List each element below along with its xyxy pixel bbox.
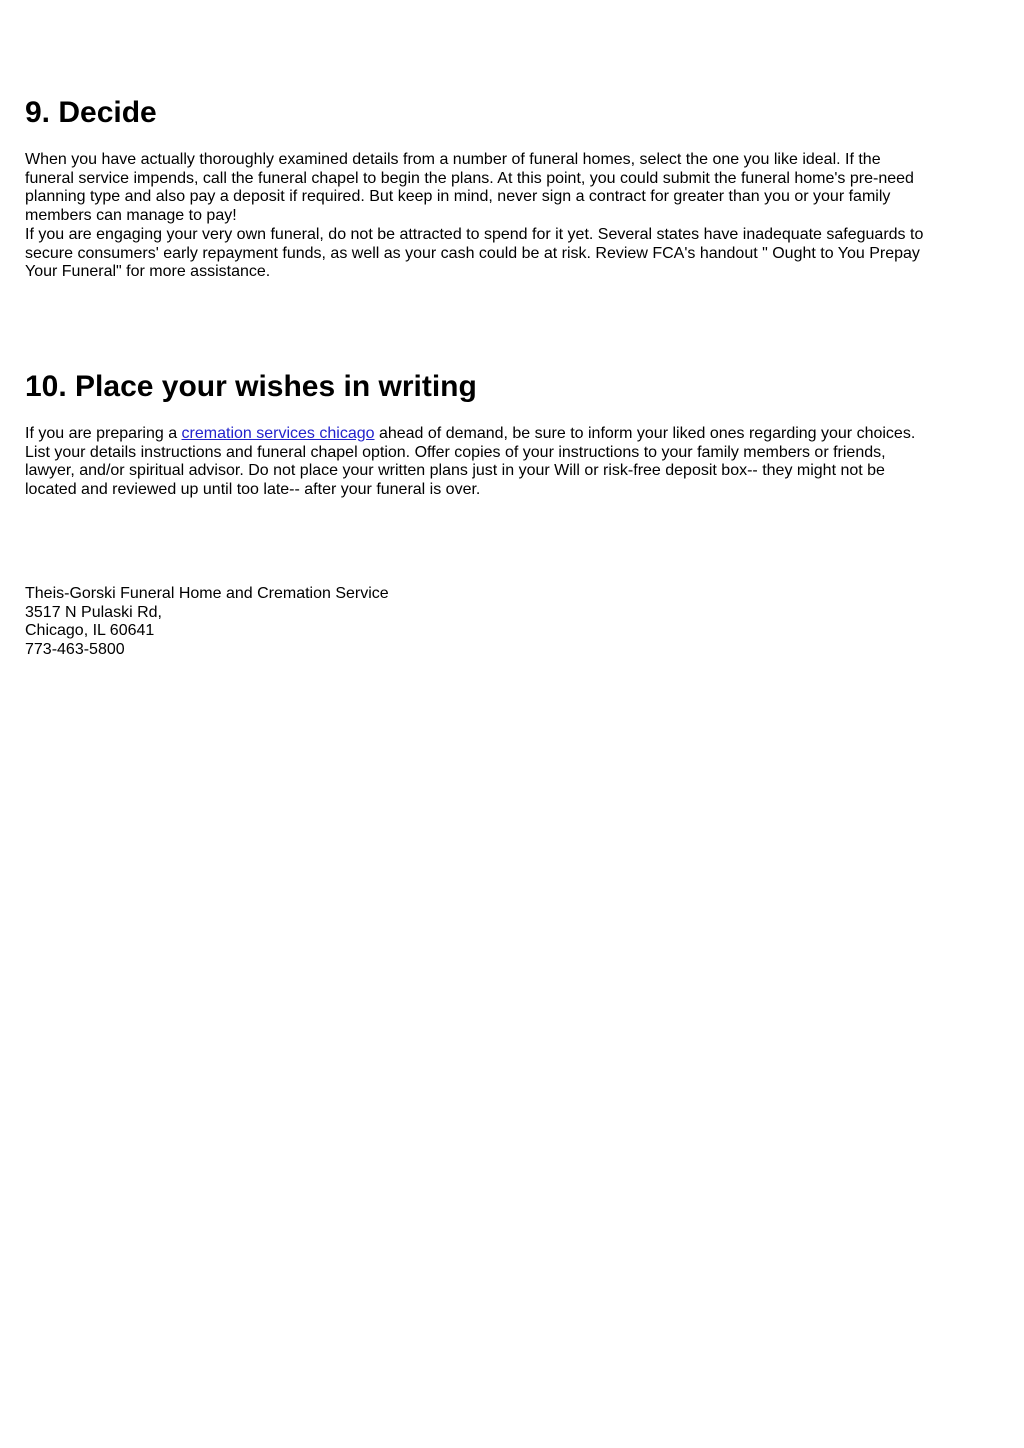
- text-line: located and reviewed up until too late-- after your funeral is over.: [25, 481, 481, 499]
- text-fragment: If you are preparing a: [25, 425, 182, 442]
- text-line: When you have actually thoroughly examined details from a number of funeral homes, select the one you like ideal. If the: [25, 151, 881, 168]
- section-10-paragraph: [25, 425, 997, 500]
- street-address: 3517 N Pulaski Rd,: [25, 603, 162, 621]
- text-line: secure consumers' early repayment funds, as well as your cash could be at risk. Review FCA's handout " Ought to You Prepay: [25, 244, 920, 262]
- cremation-services-link[interactable]: cremation services chicago: [181, 425, 375, 442]
- text-line: lawyer, and/or spiritual advisor. Do not place your written plans just in your Will or risk-free deposit box-- they might not be: [25, 462, 885, 480]
- text-line: funeral service impends, call the funeral chapel to begin the plans. At this point, you could submit the funeral home's pre-need: [25, 169, 914, 187]
- text-line: planning type and also pay a deposit if required. But keep in mind, never sign a contract for greater than you or your family: [25, 188, 891, 206]
- business-address: [25, 585, 389, 660]
- section-10-heading: 10. Place your wishes in writing: [25, 370, 477, 403]
- section-9-heading: 9. Decide: [25, 96, 157, 129]
- text-line: Your Funeral" for more assistance.: [25, 263, 271, 281]
- phone-number: 773-463-5800: [25, 641, 125, 659]
- text-line: [25, 425, 997, 444]
- city-state-zip: Chicago, IL 60641: [25, 622, 155, 640]
- text-line: members can manage to pay!: [25, 207, 237, 225]
- text-line: If you are engaging your very own funeral, do not be attracted to spend for it yet. Several states have inadequate safeguards to: [25, 225, 924, 243]
- text-line: List your details instructions and funeral chapel option. Offer copies of your instructions to your family members or friends,: [25, 443, 886, 461]
- text-fragment: ahead of demand, be sure to inform your liked ones regarding your choices.: [374, 425, 916, 442]
- section-9-paragraph: [25, 151, 997, 282]
- business-name: Theis-Gorski Funeral Home and Cremation Service: [25, 585, 389, 602]
